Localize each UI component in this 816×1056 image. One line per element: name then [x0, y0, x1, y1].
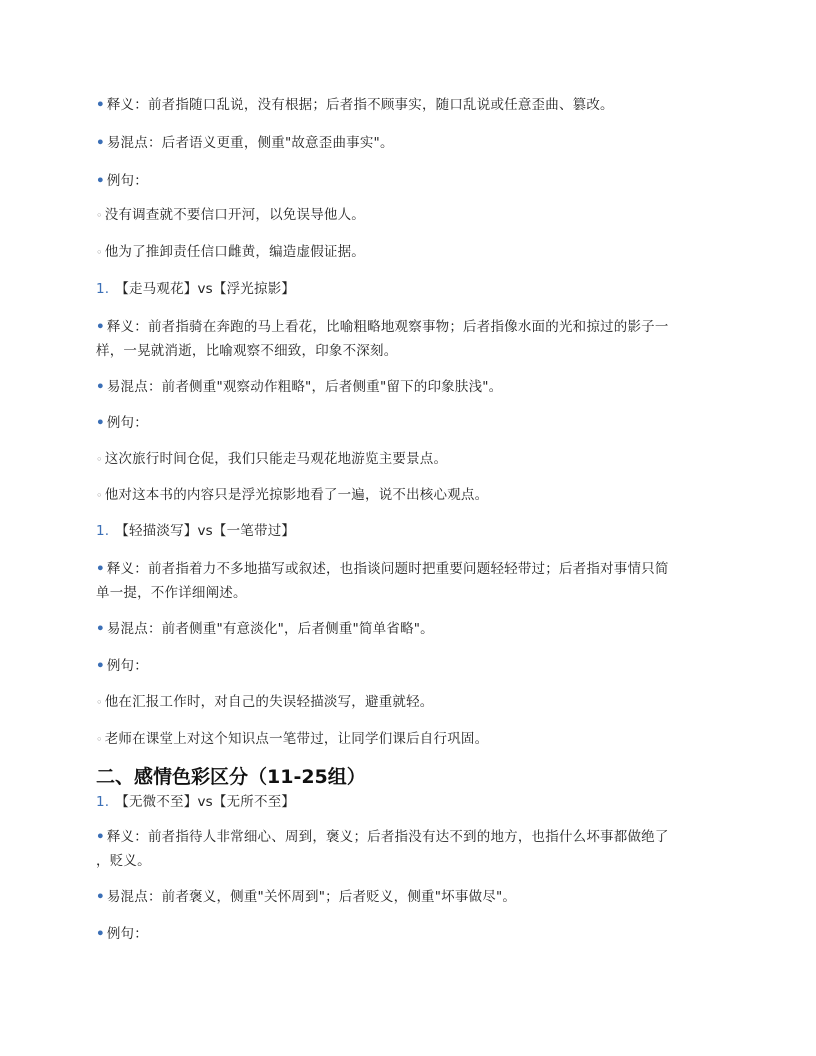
bullet-marker: • [96, 379, 105, 395]
bullet-marker: • [96, 889, 105, 905]
list-number: 1. [96, 281, 110, 297]
confusion-line: • 易混点：前者褒义，侧重"关怀周到"；后者贬义，侧重"坏事做尽"。 [96, 889, 517, 905]
definition-line-continued: 单一提，不作详细阐述。 [96, 585, 247, 601]
definition-line: • 释义：前者指随口乱说，没有根据；后者指不顾事实，随口乱说或任意歪曲、篡改。 [96, 97, 614, 113]
confusion-line: • 易混点：前者侧重"有意淡化"，后者侧重"简单省略"。 [96, 621, 434, 637]
entry-title: 1. 【无微不至】vs【无所不至】 [96, 794, 296, 810]
definition-line-continued: 样，一晃就消逝，比喻观察不细致，印象不深刻。 [96, 343, 398, 359]
definition-line: • 释义：前者指骑在奔跑的马上看花，比喻粗略地观察事物；后者指像水面的光和掠过的影子一 [96, 319, 669, 335]
bullet-marker: • [96, 561, 105, 577]
bullet-marker: • [96, 135, 105, 151]
definition-line: • 释义：前者指待人非常细心、周到，褒义；后者指没有达不到的地方，也指什么坏事都做绝了 [96, 829, 669, 845]
example-sentence: ◦ 这次旅行时间仓促，我们只能走马观花地游览主要景点。 [96, 451, 448, 467]
definition-line-continued: ，贬义。 [96, 853, 151, 869]
example-label: • 例句： [96, 658, 148, 674]
list-number: 1. [96, 523, 110, 539]
sub-bullet-marker: ◦ [96, 733, 103, 746]
confusion-line: • 易混点：后者语义更重，侧重"故意歪曲事实"。 [96, 135, 394, 151]
example-label: • 例句： [96, 173, 148, 189]
definition-line: • 释义：前者指着力不多地描写或叙述，也指谈问题时把重要问题轻轻带过；后者指对事情只简 [96, 561, 669, 577]
bullet-marker: • [96, 415, 105, 431]
bullet-marker: • [96, 97, 105, 113]
example-sentence: ◦ 他为了推卸责任信口雌黄，编造虚假证据。 [96, 244, 366, 260]
bullet-marker: • [96, 621, 105, 637]
example-sentence: ◦ 没有调查就不要信口开河，以免误导他人。 [96, 207, 366, 223]
sub-bullet-marker: ◦ [96, 489, 103, 502]
example-label: • 例句： [96, 415, 148, 431]
example-label: • 例句： [96, 926, 148, 942]
bullet-marker: • [96, 173, 105, 189]
bullet-marker: • [96, 829, 105, 845]
list-number: 1. [96, 794, 110, 810]
entry-title: 1. 【轻描淡写】vs【一笔带过】 [96, 523, 296, 539]
entry-title: 1. 【走马观花】vs【浮光掠影】 [96, 281, 296, 297]
sub-bullet-marker: ◦ [96, 696, 103, 709]
section-heading: 二、感情色彩区分（11-25组） [96, 766, 366, 788]
confusion-line: • 易混点：前者侧重"观察动作粗略"，后者侧重"留下的印象肤浅"。 [96, 379, 503, 395]
example-sentence: ◦ 他在汇报工作时，对自己的失误轻描淡写，避重就轻。 [96, 694, 434, 710]
sub-bullet-marker: ◦ [96, 453, 103, 466]
example-sentence: ◦ 老师在课堂上对这个知识点一笔带过，让同学们课后自行巩固。 [96, 731, 489, 747]
example-sentence: ◦ 他对这本书的内容只是浮光掠影地看了一遍，说不出核心观点。 [96, 487, 489, 503]
sub-bullet-marker: ◦ [96, 246, 103, 259]
bullet-marker: • [96, 658, 105, 674]
sub-bullet-marker: ◦ [96, 209, 103, 222]
bullet-marker: • [96, 319, 105, 335]
bullet-marker: • [96, 926, 105, 942]
